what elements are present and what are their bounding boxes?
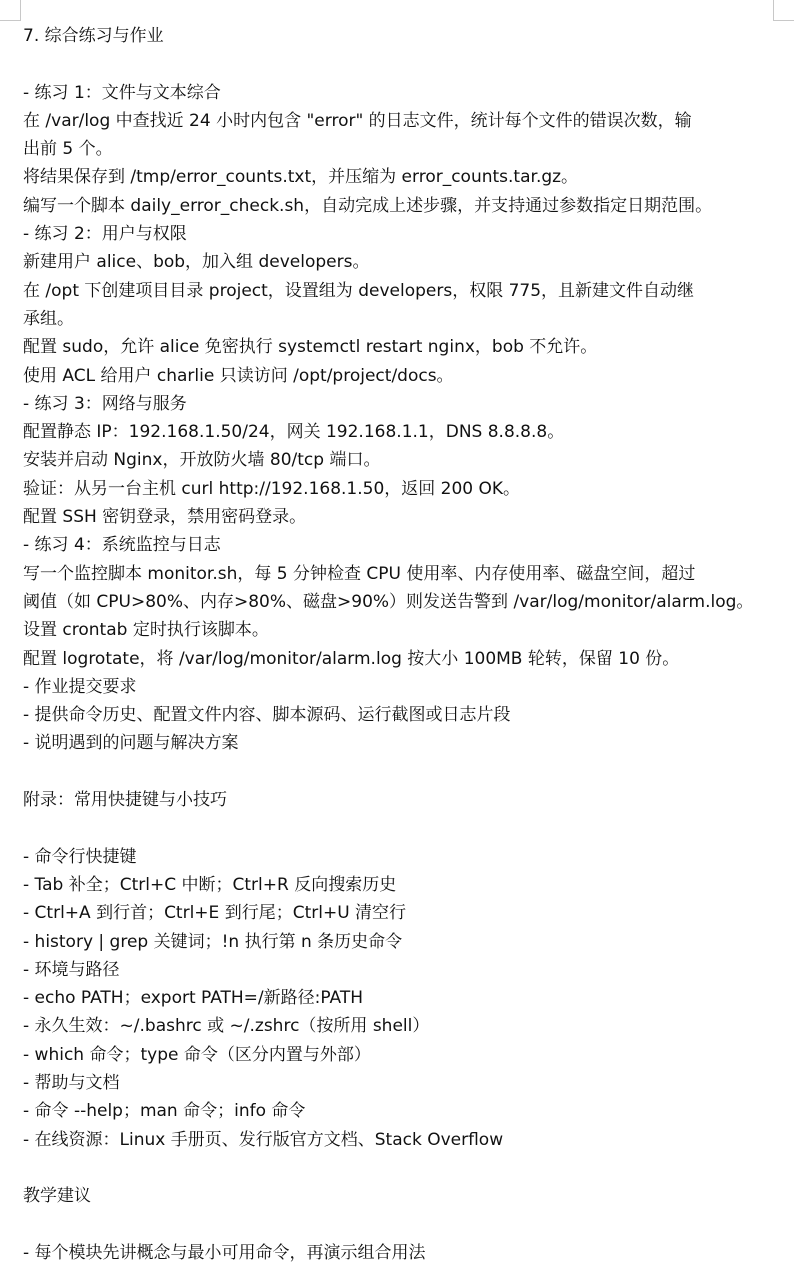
text-line: 阈值（如 CPU>80%、内存>80%、磁盘>90%）则发送告警到 /var/log/monitor/alarm.log。 (23, 591, 754, 612)
crop-mark-top-left (0, 0, 21, 21)
text-line: 教学建议 (23, 1186, 91, 1207)
document-body (23, 22, 783, 1267)
blank-line (23, 814, 783, 842)
text-line: 将结果保存到 /tmp/error_counts.txt，并压缩为 error_counts.tar.gz。 (23, 167, 579, 188)
text-line: 出前 5 个。 (23, 139, 113, 160)
text-line: 附录：常用快捷键与小技巧 (23, 790, 227, 811)
text-line: - 在线资源：Linux 手册页、发行版官方文档、Stack Overflow (23, 1129, 504, 1150)
text-line: - 练习 4：系统监控与日志 (23, 535, 221, 556)
text-line: 配置 SSH 密钥登录，禁用密码登录。 (23, 507, 307, 528)
text-line: 新建用户 alice、bob，加入组 developers。 (23, 252, 370, 273)
blank-line (23, 50, 783, 78)
text-line: - echo PATH；export PATH=/新路径:PATH (23, 988, 364, 1009)
text-line: - Tab 补全；Ctrl+C 中断；Ctrl+R 反向搜索历史 (23, 874, 397, 895)
text-line: - Ctrl+A 到行首；Ctrl+E 到行尾；Ctrl+U 清空行 (23, 903, 407, 924)
text-line: - 练习 1：文件与文本综合 (23, 82, 221, 103)
text-line: - 环境与路径 (23, 959, 120, 980)
text-line: - 每个模块先讲概念与最小可用命令，再演示组合用法 (23, 1242, 426, 1263)
text-line: 配置 sudo，允许 alice 免密执行 systemctl restart nginx，bob 不允许。 (23, 337, 598, 358)
text-line: 7. 综合练习与作业 (23, 26, 164, 46)
text-line: - 命令 --help；man 命令；info 命令 (23, 1101, 306, 1122)
text-line: 验证：从另一台主机 curl http://192.168.1.50，返回 200 OK。 (23, 478, 521, 499)
text-line: 配置静态 IP：192.168.1.50/24，网关 192.168.1.1，DNS 8.8.8.8。 (23, 422, 565, 443)
text-line: 在 /var/log 中查找近 24 小时内包含 "error" 的日志文件，统计每个文件的错误次数，输 (23, 110, 692, 131)
text-line: - 帮助与文档 (23, 1072, 120, 1093)
text-line: - 作业提交要求 (23, 676, 137, 697)
text-line: - 练习 2：用户与权限 (23, 224, 187, 245)
blank-line (23, 1154, 783, 1182)
text-line: - 练习 3：网络与服务 (23, 393, 187, 414)
text-line: - history | grep 关键词；!n 执行第 n 条历史命令 (23, 931, 403, 952)
blank-line (23, 758, 783, 786)
text-line: 设置 crontab 定时执行该脚本。 (23, 620, 269, 641)
text-line: 在 /opt 下创建项目目录 project，设置组为 developers，权限 775，且新建文件自动继 (23, 280, 695, 301)
blank-line (23, 1210, 783, 1238)
text-line: 写一个监控脚本 monitor.sh，每 5 分钟检查 CPU 使用率、内存使用率、磁盘空间，超过 (23, 563, 696, 584)
text-line: - 永久生效：~/.bashrc 或 ~/.zshrc（按所用 shell） (23, 1016, 430, 1037)
text-line: - 命令行快捷键 (23, 846, 137, 867)
text-line: - 说明遇到的问题与解决方案 (23, 733, 239, 754)
text-line: 安装并启动 Nginx，开放防火墙 80/tcp 端口。 (23, 450, 381, 471)
text-line: 使用 ACL 给用户 charlie 只读访问 /opt/project/docs。 (23, 365, 454, 386)
crop-mark-top-right (773, 0, 794, 21)
text-line: 编写一个脚本 daily_error_check.sh，自动完成上述步骤，并支持通过参数指定日期范围。 (23, 195, 713, 216)
text-line: 承组。 (23, 308, 74, 329)
text-line: 配置 logrotate，将 /var/log/monitor/alarm.log 按大小 100MB 轮转，保留 10 份。 (23, 648, 680, 669)
text-line: - which 命令；type 命令（区分内置与外部） (23, 1044, 371, 1065)
text-line: - 提供命令历史、配置文件内容、脚本源码、运行截图或日志片段 (23, 705, 511, 726)
